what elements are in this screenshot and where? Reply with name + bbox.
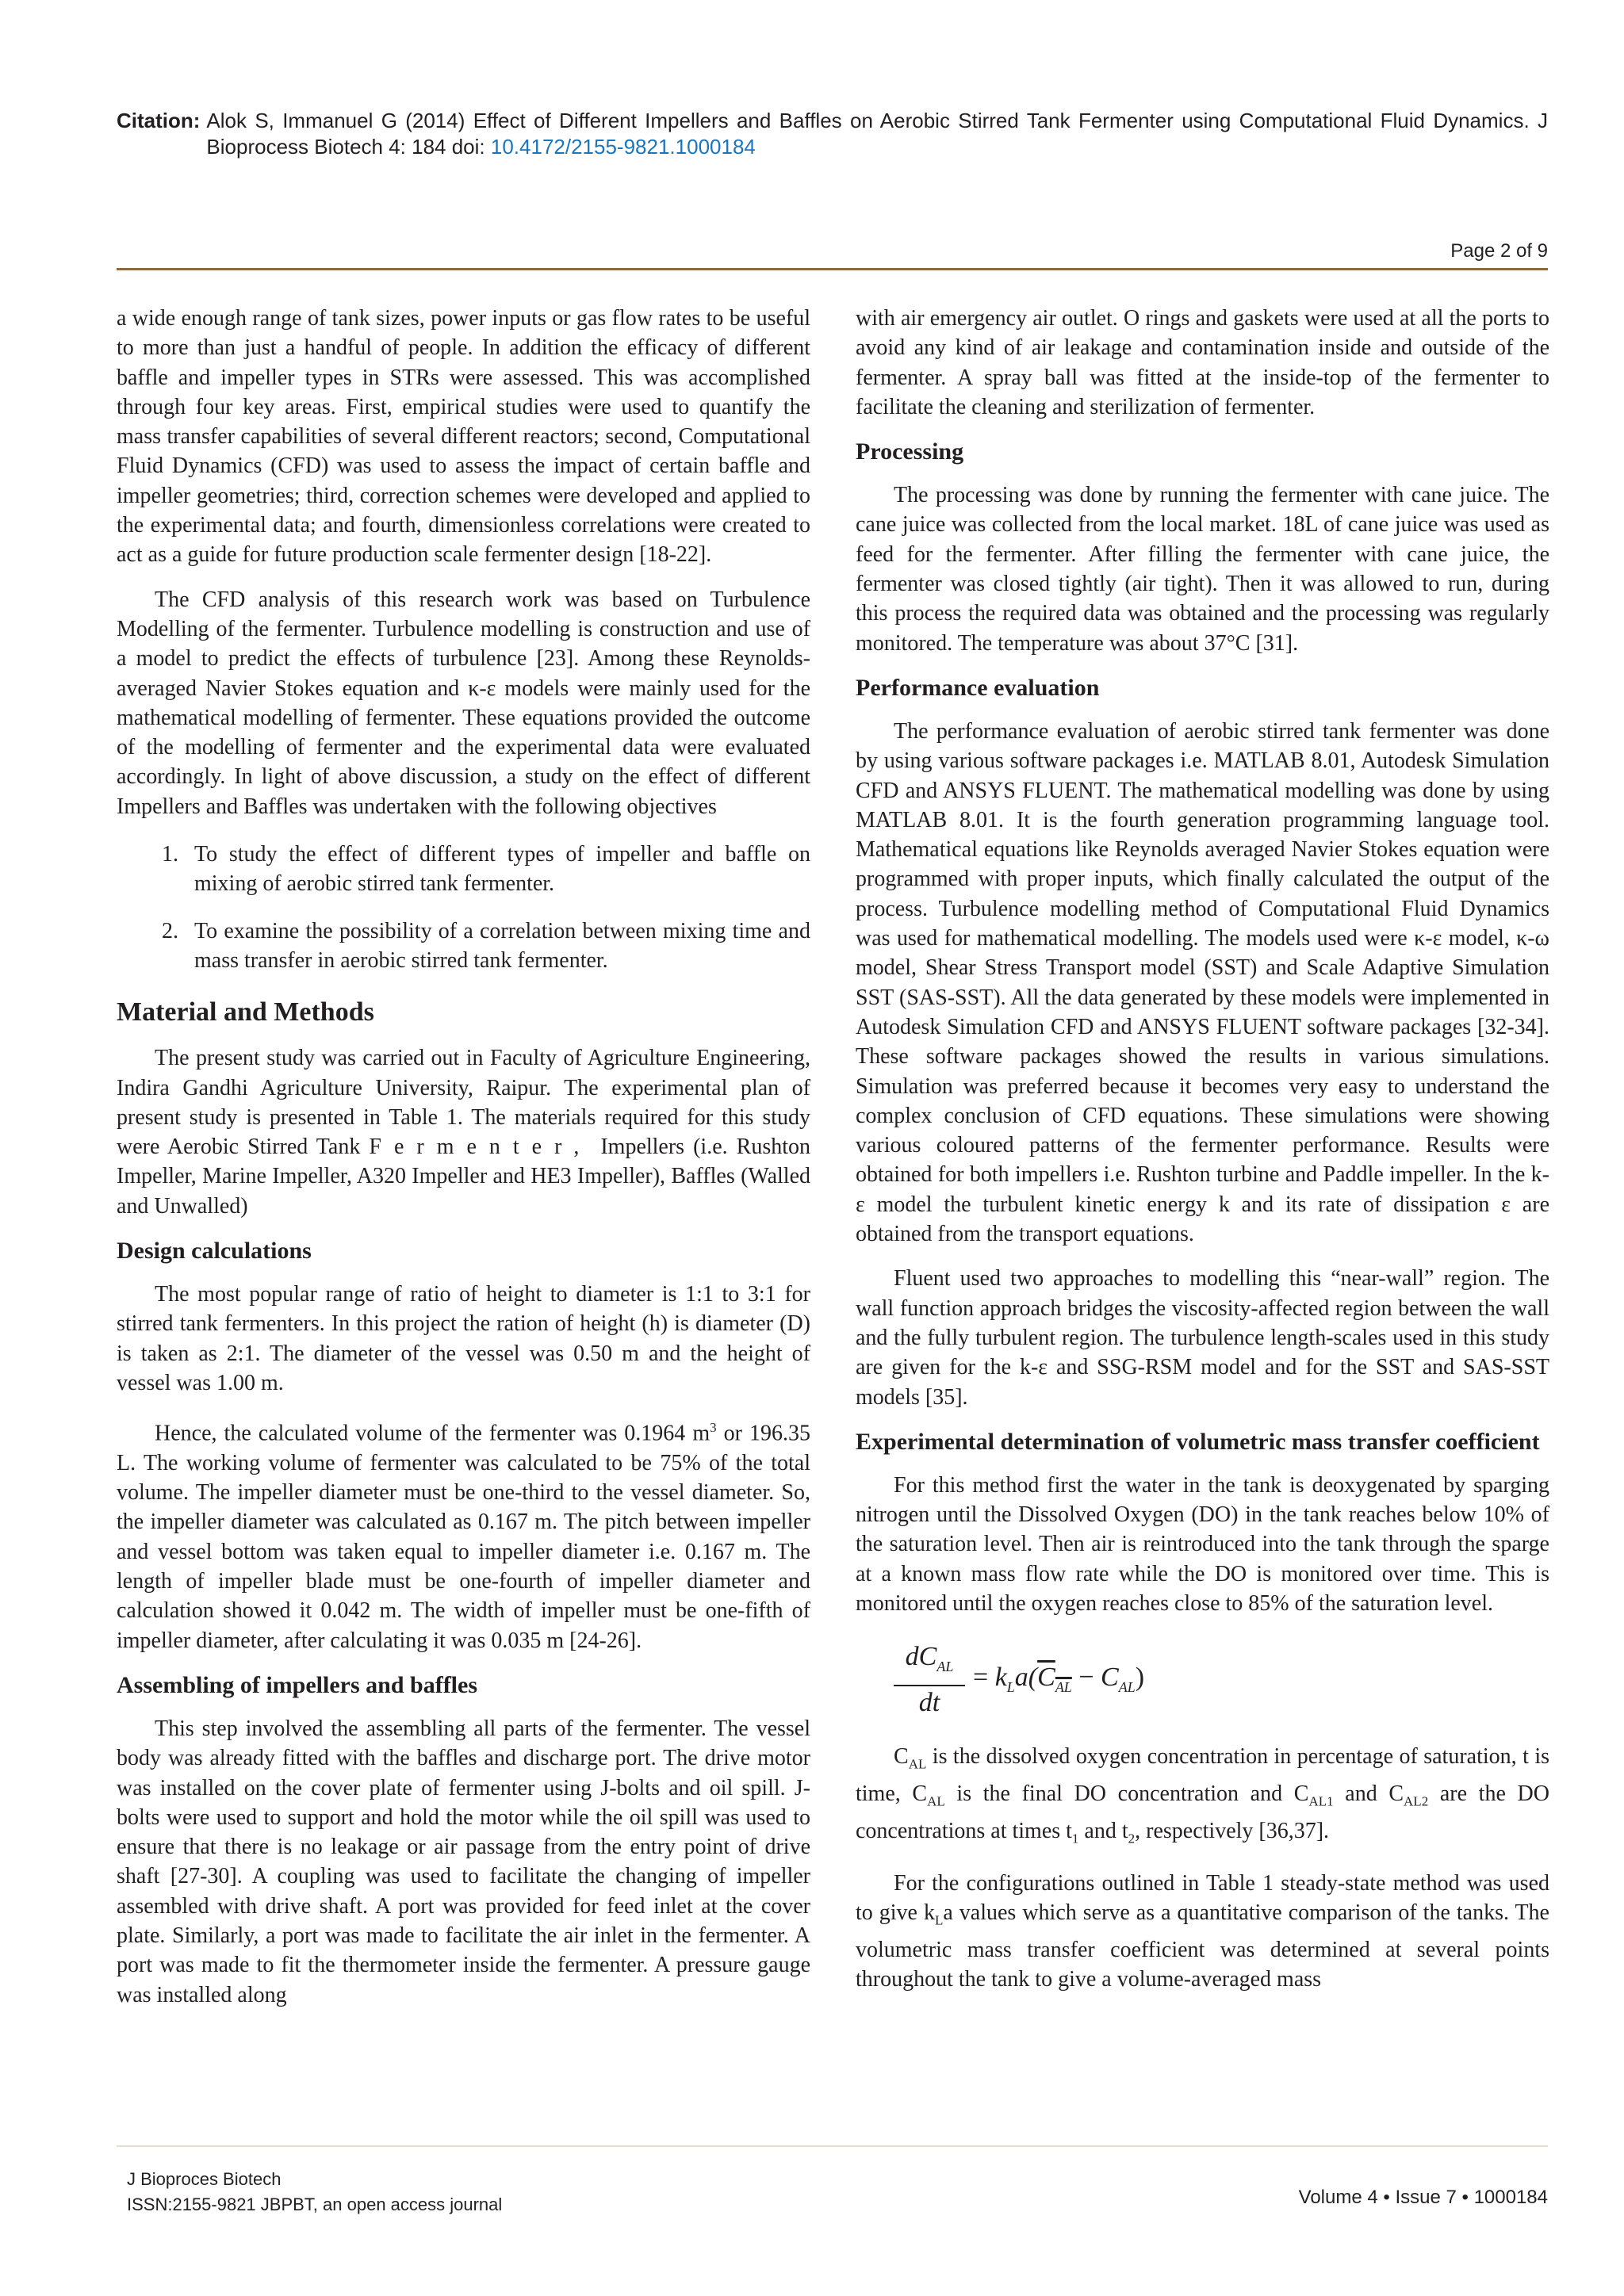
section-heading: Material and Methods [117, 997, 374, 1027]
paragraph: This step involved the assembling all parts of the fermenter. The vessel body was already fitted with the baffles and discharge port. The drive motor was installed on the cover plate of fermenter using J-bolts and oil spill. J-bolts were used to support and hold the motor while the oil spill was used to ensure that there is no leakage or air passage from the entry point of drive shaft [27-30]. A coupling was used to facilitate the changing of impeller assembled with drive shaft. A port was provided for feed inlet at the cover plate. Similarly, a port was made to facilitate the air inlet in the fermenter. A port was made to fit the thermometer inside the fermenter. A pressure gauge was installed along [117, 1716, 810, 2007]
paragraph: a wide enough range of tank sizes, power inputs or gas flow rates to be useful to more than just a handful of people. In addition the efficacy of different baffle and impeller types in STRs were assessed. This was accomplished through four key areas. First, empirical studies were used to quantify the mass transfer capabilities of several different reactors; second, Computational Fluid Dynamics (CFD) was used to assess the impact of certain baffle and impeller geometries; third, correction schemes were developed and applied to the experimental data; and fourth, dimensionless correlations were created to act as a guide for future production scale fermenter design [18-22]. [117, 306, 810, 568]
list-item [117, 916, 810, 976]
right-column [856, 304, 1549, 1995]
subsection-heading: Performance evaluation [856, 674, 1100, 701]
paragraph: For this method first the water in the tank is deoxygenated by sparging nitrogen until the Dissolved Oxygen (DO) in the tank reaches below 10% of the saturation level. Then air is reintroduced into the tank through the sparge at a known mass flow rate while the DO is monitored over time. This is monitored until the oxygen reaches close to 85% of the saturation level. [856, 1472, 1549, 1616]
citation-label: Citation: [117, 109, 201, 132]
paragraph: The processing was done by running the fermenter with cane juice. The cane juice was collected from the local market. 18L of cane juice was used as feed for the fermenter. After filling the fermenter with cane juice, the fermenter was closed tightly (air tight). Then it was allowed to run, during this process the required data was obtained and the processing was regularly monitored. The temperature was about 37°C [31]. [856, 483, 1549, 656]
header-divider [117, 268, 1548, 270]
volume-info: Volume 4 • Issue 7 • 1000184 [1298, 2187, 1548, 2208]
paragraph: Hence, the calculated volume of the fermenter was 0.1964 $m^3$ or 196.35 L. The working volume of fermenter was calculated to be 75% of the total volume. The impeller diameter must be one-third to the vessel diameter. So, the impeller diameter was calculated as 0.167 m. The pitch between impeller and vessel bottom was taken equal to impeller diameter i.e. 0.167 m. The length of impeller blade must be one-fourth of impeller diameter and calculation showed it 0.042 m. The width of impeller must be one-fifth of impeller diameter, after calculating it was 0.035 m [24-26]. [117, 1420, 811, 1653]
left-column [117, 304, 810, 2010]
paragraph: The CFD analysis of this research work was based on Turbulence Modelling of the fermenter. Turbulence modelling is construction and use of a model to predict the effects of turbulence [23]. Among these Reynolds-averaged Navier Stokes equation and κ-ε models were mainly used for the mathematical modelling of fermenter. These equations provided the outcome of the modelling of fermenter and the experimental data were evaluated accordingly. In light of above discussion, a study on the effect of different Impellers and Baffles was undertaken with the following objectives [117, 587, 810, 819]
page-number: Page 2 of 9 [1450, 240, 1548, 262]
footer-journal-info [127, 2167, 502, 2218]
objectives-list [117, 840, 810, 975]
subsection-heading: Design calculations [117, 1238, 312, 1265]
paragraph: Fluent used two approaches to modelling this “near-wall” region. The wall function approach bridges the viscosity-affected region between the wall and the fully turbulent region. The turbulence length-scales used in this study are given for the k-ε and SSG-RSM model and for the SST and SAS-SST models [35]. [856, 1266, 1549, 1410]
citation-text: Alok S, Immanuel G (2014) Effect of Different Impellers and Baffles on Aerobic Stirred Tank Fermenter using Computational Fluid Dynamics. J Bioprocess Biotech 4: 184 doi: 10.4172/2155-9821.1000184 [206, 109, 1548, 159]
issn: ISSN:2155-9821 JBPBT, an open access journal [127, 2195, 503, 2214]
list-text: To study the effect of different types of impeller and baffle on mixing of aerobic stirred tank fermenter. [194, 842, 810, 897]
subsection-heading: Processing [856, 438, 964, 465]
equation-fraction: $dC_{AL}$ dt [894, 1642, 965, 1717]
list-text: To examine the possibility of a correlation between mixing time and mass transfer in aerobic stirred tank fermenter. [194, 918, 810, 973]
mass-transfer-equation [894, 1642, 1549, 1721]
subsection-heading: Experimental determination of volumetric mass transfer coefficient [856, 1428, 1540, 1455]
paragraph: $C_{AL}$ is the dissolved oxygen concentration in percentage of saturation, t is time, $C_{AL}$ is the final DO concentration and $C_{AL1}$ and $C_{AL2}$ are the DO concentrations at times $t_1$ and $t_2$, respectively [36,37]. [856, 1744, 1549, 1846]
citation-header [117, 108, 1548, 160]
footer-divider [117, 2145, 1548, 2147]
equation-rhs: = $k_La(C_{AL} - C_{AL})$ [973, 1663, 1145, 1696]
paragraph: The performance evaluation of aerobic stirred tank fermenter was done by using various software packages i.e. MATLAB 8.01, Autodesk Simulation CFD and ANSYS FLUENT. The mathematical modelling was done by using MATLAB 8.01. It is the fourth generation programming language tool. Mathematical equations like Reynolds averaged Navier Stokes equation were programmed with proper inputs, which finally calculated the output of the process. Turbulence modelling method of Computational Fluid Dynamics was used for mathematical modelling. The models used were κ-ε model, κ-ω model, Shear Stress Transport model (SST) and Scale Adaptive Simulation SST (SAS-SST). All the data generated by these models were implemented in Autodesk Simulation CFD and ANSYS FLUENT software packages [32-34]. These software packages showed the results in various simulations. Simulation was preferred because it becomes very easy to understand the complex conclusion of CFD equations. These simulations were showing various coloured patterns of the fermenter performance. Results were obtained for both impellers i.e. Rushton turbine and Paddle impeller. In the k-ε model the turbulent kinetic energy k and its rate of dissipation ε are obtained from the transport equations. [856, 718, 1549, 1247]
doi-link[interactable]: 10.4172/2155-9821.1000184 [490, 135, 756, 159]
paragraph: For the configurations outlined in Table 1 steady-state method was used to give $k_La$ values which serve as a quantitative comparison of the tanks. The volumetric mass transfer coefficient was determined at several points throughout the tank to give a volume-averaged mass [856, 1870, 1549, 1992]
paragraph: The present study was carried out in Faculty of Agriculture Engineering, Indira Gandhi Agriculture University, Raipur. The experimental plan of present study is presented in Table 1. The materials required for this study were Aerobic Stirred Tank Fermenter, Impellers (i.e. Rushton Impeller, Marine Impeller, A320 Impeller and HE3 Impeller), Baffles (Walled and Unwalled) [117, 1046, 810, 1219]
subsection-heading: Assembling of impellers and baffles [117, 1671, 478, 1698]
list-item [117, 840, 810, 899]
paragraph: with air emergency air outlet. O rings and gaskets were used at all the ports to avoid any kind of air leakage and contamination inside and outside of the fermenter. A spray ball was fitted at the inside-top of the fermenter to facilitate the cleaning and sterilization of fermenter. [856, 306, 1549, 419]
paragraph: The most popular range of ratio of height to diameter is 1:1 to 3:1 for stirred tank fermenters. In this project the ration of height (h) is diameter (D) is taken as 2:1. The diameter of the vessel was 0.50 m and the height of vessel was 1.00 m. [117, 1282, 810, 1395]
list-number: 2. [162, 918, 178, 943]
journal-name: J Bioproces Biotech [127, 2169, 282, 2189]
list-number: 1. [162, 842, 178, 867]
